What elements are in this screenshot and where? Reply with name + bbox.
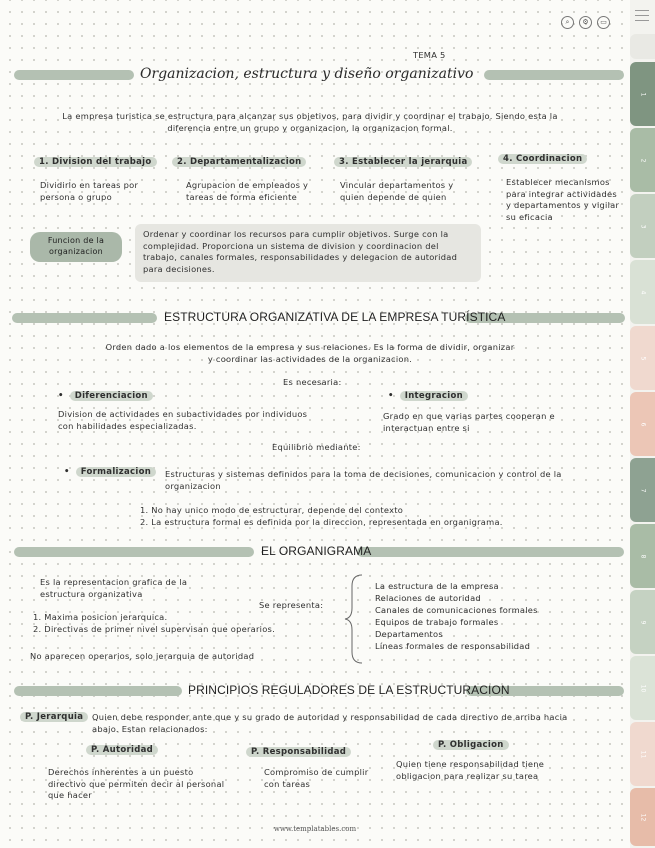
autoridad-label: P. Autoridad: [86, 745, 158, 755]
equilibrio-label: Equilibrio mediante:: [272, 442, 361, 452]
section2-title: EL ORGANIGRAMA: [261, 544, 372, 558]
integracion-text: Grado en que varias partes cooperan e interactuan entre si: [383, 411, 555, 433]
autoridad-text: Derechos inherentes a un puesto directivo que permiten decir al personal que hacer: [48, 767, 225, 800]
tab-home[interactable]: [630, 34, 655, 59]
organigrama-point-1: 1. Maxima posicion jerarquica.: [33, 612, 168, 622]
section3-title: PRINCIPIOS REGULADORES DE LA ESTRUCTURACION: [188, 683, 510, 697]
represents-item: La estructura de la empresa: [375, 581, 499, 591]
represents-item: Equipos de trabajo formales: [375, 617, 499, 627]
formalizacion-text: Estructuras y sistemas definidos para la toma de decisiones, comunicacion y control de la organizacion: [165, 469, 562, 491]
represents-item: Líneas formales de responsabilidad: [375, 641, 531, 651]
diferenciacion-text: Division de actividades en subactividades por individuos con habilidades especializadas.: [58, 409, 308, 431]
obligacion-label: P. Obligacion: [433, 740, 509, 750]
funcion-label-box: Funcion de la organizacion: [30, 232, 122, 262]
tab-12[interactable]: 12: [630, 788, 655, 846]
curly-brace: [340, 572, 370, 666]
step-1-label: 1. Division del trabajo: [34, 157, 157, 167]
jerarquia-label: P. Jerarquia: [20, 712, 88, 722]
search-icon[interactable]: ⌕: [561, 16, 574, 29]
title-bar-right: [484, 70, 624, 80]
tab-1[interactable]: 1: [630, 62, 655, 126]
funcion-box: [135, 224, 481, 282]
tab-10[interactable]: 10: [630, 656, 655, 720]
section1-title: ESTRUCTURA ORGANIZATIVA DE LA EMPRESA TURÍSTICA: [164, 310, 506, 324]
step-3-label: 3. Establecer la jerarquia: [334, 157, 472, 167]
step-1-text: Dividirlo en tareas por persona o grupo: [40, 180, 139, 202]
title-bar-left: [14, 70, 134, 80]
section1-bar-left: [12, 313, 157, 323]
step-4-text: Establecer mecanismos para integrar actividades y departamentos y vigilar su eficacia: [506, 177, 620, 222]
responsabilidad-label: P. Responsabilidad: [246, 747, 351, 757]
tab-7[interactable]: 7: [630, 458, 655, 522]
represents-item: Relaciones de autoridad: [375, 593, 481, 603]
tab-2[interactable]: 2: [630, 128, 655, 192]
organigrama-definition: Es la representacion grafica de la estructura organizativa: [40, 577, 188, 599]
section2-bar-left: [14, 547, 254, 557]
menu-icon[interactable]: [635, 6, 649, 28]
page-title: Organizacion, estructura y diseño organizativo: [140, 66, 474, 82]
organigrama-point-2: 2. Directivas de primer nivel supervisan que operarios.: [33, 624, 275, 634]
tab-9[interactable]: 9: [630, 590, 655, 654]
step-3-text: Vincular departamentos y quien depende de quien: [340, 180, 454, 202]
tab-strip: [630, 0, 655, 848]
formalizacion-label: • Formalizacion: [64, 467, 156, 477]
note-2: 2. La estructura formal es definida por la direccion, representada en organigrama.: [140, 517, 503, 527]
responsabilidad-text: Compromiso de cumplir con tareas: [264, 767, 369, 789]
tab-3[interactable]: 3: [630, 194, 655, 258]
integracion-label: • Integracion: [388, 391, 468, 401]
section1-intro: Orden dado a los elementos de la empresa y sus relaciones. Es la forma de dividir, organizar y coordinar las actividades de la organizacion.: [105, 342, 515, 364]
diferenciacion-label: • Diferenciacion: [58, 391, 153, 401]
step-2-text: Agrupacion de empleados y tareas de forma eficiente: [186, 180, 309, 202]
step-4-label: 4. Coordinacion: [498, 154, 587, 164]
necesario-label: Es necesaria:: [283, 377, 342, 387]
tab-6[interactable]: 6: [630, 392, 655, 456]
intro-text: La empresa turistica se estructura para alcanzar sus objetivos, para dividir y coordinar el trabajo. Siendo esta la diferencia entre un grupo y organizacion, la organizacion formal.: [62, 111, 558, 133]
tab-4[interactable]: 4: [630, 260, 655, 324]
footer-url: www.templatables.com: [273, 825, 357, 833]
represents-item: Departamentos: [375, 629, 443, 639]
note-1: 1. No hay unico modo de estructurar, depende del contexto: [140, 505, 404, 515]
tab-11[interactable]: 11: [630, 722, 655, 786]
section2-bar-right: [357, 547, 624, 557]
obligacion-text: Quien tiene responsabilidad tiene obligacion para realizar su tarea: [396, 759, 545, 781]
organigrama-note: No aparecen operarios, solo jerarquia de autoridad: [30, 651, 255, 661]
tab-8[interactable]: 8: [630, 524, 655, 588]
settings-icon[interactable]: ⚙: [579, 16, 592, 29]
tema-label: TEMA 5: [413, 50, 446, 60]
represents-item: Canales de comunicaciones formales: [375, 605, 538, 615]
section3-bar-left: [14, 686, 182, 696]
bookmark-icon[interactable]: ▭: [597, 16, 610, 29]
step-2-label: 2. Departamentalizacion: [172, 157, 306, 167]
jerarquia-text: Quien debe responder ante que y su grado de autoridad y responsabilidad de cada directivo de arriba hacia abajo. Estan relacionados:: [92, 712, 568, 734]
funcion-text: Ordenar y coordinar los recursos para cumplir objetivos. Surge con la complejidad. Proporciona un sistema de division y coordinacion del trabajo, canales formales, responsabilidades y delegacion de autoridad para decisiones.: [143, 229, 458, 274]
represents-label: Se representa:: [259, 600, 324, 610]
tab-5[interactable]: 5: [630, 326, 655, 390]
